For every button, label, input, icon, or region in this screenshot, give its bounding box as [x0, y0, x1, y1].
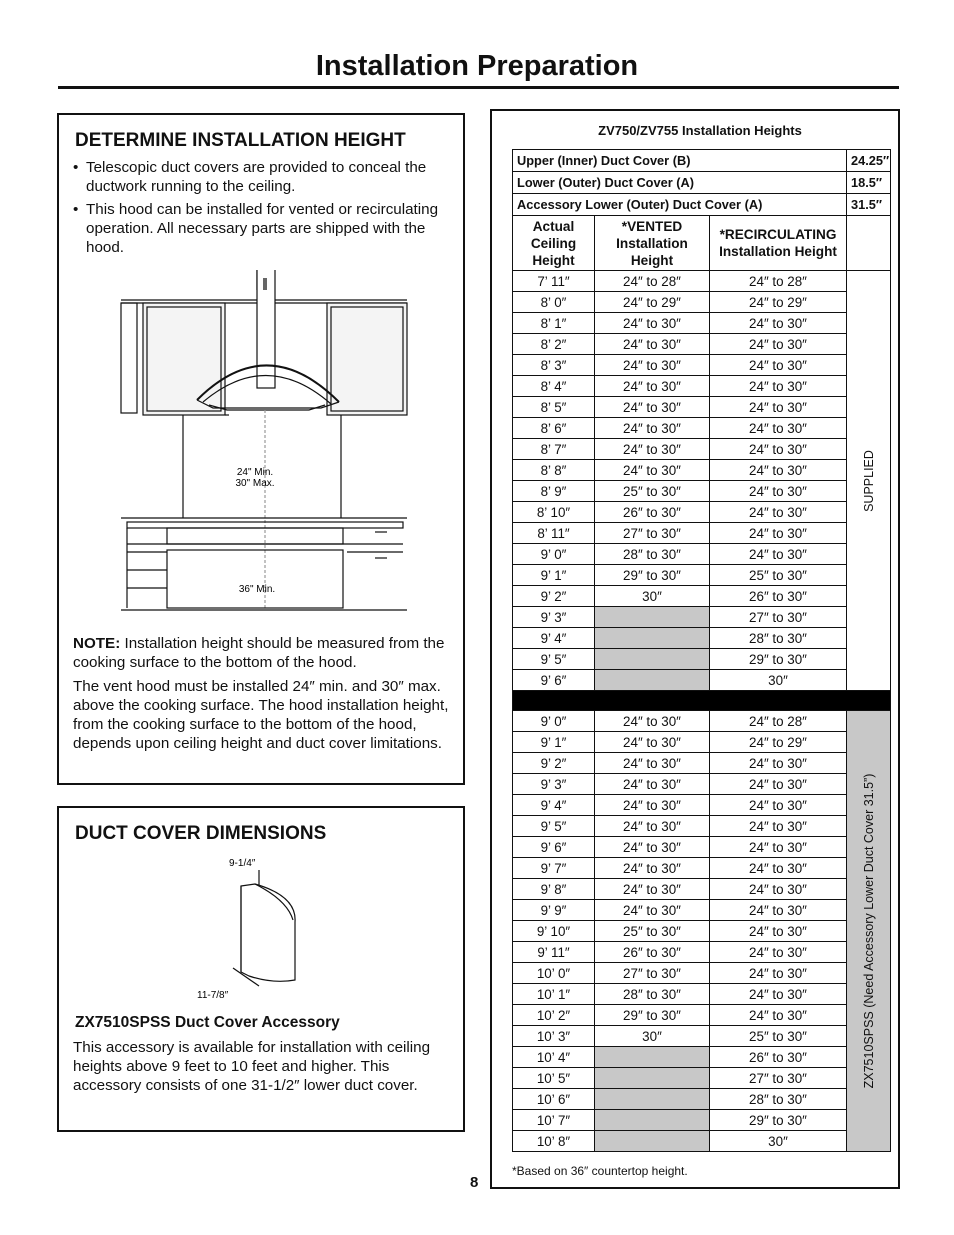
height-paragraph: The vent hood must be installed 24″ min. and 30″ max. above the cooking surface. The hood installation height, from the cooking surface to the bottom of the hood, depends upon ceiling height and duct cover limitations.	[73, 678, 449, 752]
table-row	[513, 439, 891, 460]
recirculating-height-cell: 25″ to 30″	[710, 565, 847, 586]
recirculating-height-cell: 24″ to 30″	[710, 753, 847, 774]
recirculating-height-cell: 24″ to 30″	[710, 418, 847, 439]
spec-row	[513, 194, 891, 216]
table-row	[513, 376, 891, 397]
vented-height-cell: 24″ to 30″	[595, 376, 710, 397]
vented-height-cell: 24″ to 30″	[595, 879, 710, 900]
table-row	[513, 984, 891, 1005]
vented-height-cell: 25″ to 30″	[595, 921, 710, 942]
spec-value: 24.25″	[847, 150, 891, 172]
ceiling-height-cell: 10’ 6″	[513, 1089, 595, 1110]
table-footnote: *Based on 36″ countertop height.	[512, 1164, 688, 1178]
page-number: 8	[470, 1174, 479, 1191]
vented-height-cell: 25″ to 30″	[595, 481, 710, 502]
ceiling-height-cell: 9’ 10″	[513, 921, 595, 942]
table-row	[513, 774, 891, 795]
spec-label: Lower (Outer) Duct Cover (A)	[513, 172, 847, 194]
table-row	[513, 649, 891, 670]
ceiling-height-cell: 9’ 2″	[513, 586, 595, 607]
vented-height-cell: 26″ to 30″	[595, 942, 710, 963]
recirculating-height-cell: 24″ to 30″	[710, 544, 847, 565]
recirculating-height-cell: 28″ to 30″	[710, 1089, 847, 1110]
recirculating-height-cell: 24″ to 29″	[710, 732, 847, 753]
table-row	[513, 544, 891, 565]
table-row	[513, 1089, 891, 1110]
table-row	[513, 313, 891, 334]
note-text: Installation height should be measured from the cooking surface to the bottom of the hood.	[73, 635, 445, 671]
bullet-item: • Telescopic duct covers are provided to conceal the ductwork running to the ceiling.	[73, 158, 453, 196]
bullet-item: • This hood can be installed for vented or recirculating operation. All necessary parts are shipped with the hood.	[73, 200, 453, 257]
column-header: Actual Ceiling Height	[513, 216, 595, 271]
vented-height-cell: 27″ to 30″	[595, 523, 710, 544]
recirculating-height-cell: 24″ to 30″	[710, 523, 847, 544]
vented-height-cell	[595, 1089, 710, 1110]
spec-label: Upper (Inner) Duct Cover (B)	[513, 150, 847, 172]
recirculating-height-cell: 24″ to 30″	[710, 502, 847, 523]
recirculating-height-cell: 30″	[710, 1131, 847, 1152]
ceiling-height-cell: 9’ 1″	[513, 732, 595, 753]
ceiling-height-cell: 8’ 2″	[513, 334, 595, 355]
ceiling-height-cell: 9’ 0″	[513, 711, 595, 732]
ceiling-height-cell: 9’ 4″	[513, 628, 595, 649]
section-title: DUCT COVER DIMENSIONS	[75, 823, 327, 844]
spec-value: 31.5″	[847, 194, 891, 216]
table-row	[513, 816, 891, 837]
ceiling-height-cell: 9’ 4″	[513, 795, 595, 816]
ceiling-height-cell: 9’ 11″	[513, 942, 595, 963]
recirculating-height-cell: 24″ to 30″	[710, 460, 847, 481]
table-row	[513, 565, 891, 586]
side-label-text: ZX7510SPSS (Need Accessory Lower Duct Cover 31.5”)	[861, 773, 876, 1089]
table-row	[513, 879, 891, 900]
table-row	[513, 900, 891, 921]
vented-height-cell: 28″ to 30″	[595, 544, 710, 565]
recirculating-height-cell: 27″ to 30″	[710, 1068, 847, 1089]
ceiling-height-cell: 8’ 5″	[513, 397, 595, 418]
duct-width-label: 9-1/4″	[229, 858, 256, 869]
vented-height-cell: 27″ to 30″	[595, 963, 710, 984]
note-label: NOTE:	[73, 635, 121, 652]
table-row	[513, 1110, 891, 1131]
vented-height-cell: 24″ to 30″	[595, 732, 710, 753]
ceiling-height-cell: 10’ 7″	[513, 1110, 595, 1131]
vented-height-cell: 29″ to 30″	[595, 565, 710, 586]
ceiling-height-cell: 10’ 2″	[513, 1005, 595, 1026]
table-row	[513, 837, 891, 858]
bullet-list	[73, 158, 453, 261]
supplied-side-label	[847, 271, 891, 691]
ceiling-height-cell: 8’ 4″	[513, 376, 595, 397]
ceiling-height-cell: 8’ 6″	[513, 418, 595, 439]
ceiling-height-cell: 9’ 3″	[513, 607, 595, 628]
table-row	[513, 753, 891, 774]
vented-height-cell: 29″ to 30″	[595, 1005, 710, 1026]
recirculating-height-cell: 29″ to 30″	[710, 1110, 847, 1131]
vented-height-cell: 24″ to 30″	[595, 460, 710, 481]
recirculating-height-cell: 24″ to 30″	[710, 355, 847, 376]
table-row	[513, 711, 891, 732]
ceiling-height-cell: 9’ 2″	[513, 753, 595, 774]
recirculating-height-cell: 24″ to 30″	[710, 816, 847, 837]
ceiling-height-cell: 8’ 10″	[513, 502, 595, 523]
recirculating-height-cell: 24″ to 30″	[710, 963, 847, 984]
vented-height-cell: 24″ to 30″	[595, 795, 710, 816]
installation-height-section	[57, 113, 465, 785]
duct-cover-section	[57, 806, 465, 1132]
table-row	[513, 1026, 891, 1047]
vented-height-cell	[595, 1068, 710, 1089]
table-row	[513, 858, 891, 879]
recirculating-height-cell: 27″ to 30″	[710, 607, 847, 628]
column-header-row	[513, 216, 891, 271]
table-row	[513, 271, 891, 292]
vented-height-cell	[595, 649, 710, 670]
table-row	[513, 921, 891, 942]
vented-height-cell: 24″ to 30″	[595, 711, 710, 732]
table-row	[513, 732, 891, 753]
recirculating-height-cell: 25″ to 30″	[710, 1026, 847, 1047]
ceiling-height-cell: 9’ 5″	[513, 816, 595, 837]
accessory-title: ZX7510SPSS Duct Cover Accessory	[75, 1014, 340, 1031]
table-row	[513, 397, 891, 418]
ceiling-height-cell: 8’ 8″	[513, 460, 595, 481]
accessory-paragraph: This accessory is available for installation with ceiling heights above 9 feet to 10 feet and higher. This accessory consists of one 31-1/2″ lower duct cover.	[73, 1039, 431, 1094]
ceiling-height-cell: 10’ 1″	[513, 984, 595, 1005]
duct-depth-label: 11-7/8″	[197, 990, 229, 1001]
table-row	[513, 460, 891, 481]
table-row	[513, 418, 891, 439]
table-row	[513, 628, 891, 649]
vented-height-cell	[595, 607, 710, 628]
installation-heights-section	[490, 109, 900, 1189]
ceiling-height-cell: 8’ 3″	[513, 355, 595, 376]
ceiling-height-cell: 8’ 11″	[513, 523, 595, 544]
vented-height-cell: 24″ to 30″	[595, 313, 710, 334]
recirculating-height-cell: 24″ to 28″	[710, 271, 847, 292]
ceiling-height-cell: 8’ 0″	[513, 292, 595, 313]
ceiling-height-cell: 9’ 3″	[513, 774, 595, 795]
vented-height-cell: 24″ to 30″	[595, 858, 710, 879]
recirculating-height-cell: 29″ to 30″	[710, 649, 847, 670]
ceiling-height-cell: 9’ 0″	[513, 544, 595, 565]
section-divider	[513, 691, 891, 711]
table-row	[513, 502, 891, 523]
spec-value: 18.5″	[847, 172, 891, 194]
recirculating-height-cell: 24″ to 30″	[710, 984, 847, 1005]
recirculating-height-cell: 24″ to 30″	[710, 334, 847, 355]
table-row	[513, 963, 891, 984]
recirculating-height-cell: 24″ to 30″	[710, 858, 847, 879]
side-label-text: SUPPLIED	[861, 449, 876, 512]
counter-height-label: 36" Min.	[238, 584, 276, 595]
ceiling-height-cell: 8’ 1″	[513, 313, 595, 334]
table-row	[513, 586, 891, 607]
table-row	[513, 1005, 891, 1026]
ceiling-height-cell: 8’ 7″	[513, 439, 595, 460]
vented-height-cell: 24″ to 30″	[595, 837, 710, 858]
recirculating-height-cell: 24″ to 30″	[710, 900, 847, 921]
ceiling-height-cell: 9’ 5″	[513, 649, 595, 670]
table-row	[513, 795, 891, 816]
recirculating-height-cell: 24″ to 30″	[710, 481, 847, 502]
vented-height-cell	[595, 628, 710, 649]
vented-height-cell	[595, 1110, 710, 1131]
vented-height-cell: 24″ to 30″	[595, 397, 710, 418]
note-paragraph	[73, 634, 457, 672]
table-row	[513, 607, 891, 628]
recirculating-height-cell: 24″ to 30″	[710, 376, 847, 397]
min-height-label: 24" Min.	[236, 467, 274, 478]
accessory-rows	[513, 711, 891, 1152]
spec-label: Accessory Lower (Outer) Duct Cover (A)	[513, 194, 847, 216]
table-row	[513, 1047, 891, 1068]
table-row	[513, 292, 891, 313]
vented-height-cell: 26″ to 30″	[595, 502, 710, 523]
vented-height-cell	[595, 670, 710, 691]
max-height-label: 30" Max.	[235, 478, 275, 489]
spec-row	[513, 172, 891, 194]
title-rule	[58, 86, 899, 89]
vented-height-cell: 24″ to 30″	[595, 418, 710, 439]
recirculating-height-cell: 24″ to 30″	[710, 921, 847, 942]
hood-installation-diagram	[117, 270, 409, 625]
ceiling-height-cell: 7’ 11″	[513, 271, 595, 292]
ceiling-height-cell: 9’ 1″	[513, 565, 595, 586]
recirculating-height-cell: 24″ to 29″	[710, 292, 847, 313]
installation-heights-table	[512, 149, 891, 1152]
vented-height-cell: 24″ to 30″	[595, 753, 710, 774]
column-header-blank	[847, 216, 891, 271]
table-row	[513, 1131, 891, 1152]
ceiling-height-cell: 9’ 6″	[513, 670, 595, 691]
recirculating-height-cell: 28″ to 30″	[710, 628, 847, 649]
ceiling-height-cell: 10’ 8″	[513, 1131, 595, 1152]
recirculating-height-cell: 24″ to 30″	[710, 313, 847, 334]
vented-height-cell: 24″ to 30″	[595, 816, 710, 837]
recirculating-height-cell: 24″ to 30″	[710, 879, 847, 900]
ceiling-height-cell: 9’ 7″	[513, 858, 595, 879]
supplied-rows	[513, 271, 891, 691]
page-title: Installation Preparation	[315, 50, 639, 82]
vented-height-cell: 24″ to 30″	[595, 334, 710, 355]
vented-height-cell: 24″ to 30″	[595, 900, 710, 921]
ceiling-height-cell: 9’ 9″	[513, 900, 595, 921]
ceiling-height-cell: 10’ 0″	[513, 963, 595, 984]
recirculating-height-cell: 26″ to 30″	[710, 586, 847, 607]
ceiling-height-cell: 10’ 5″	[513, 1068, 595, 1089]
vented-height-cell	[595, 1047, 710, 1068]
recirculating-height-cell: 24″ to 30″	[710, 774, 847, 795]
vented-height-cell: 30″	[595, 586, 710, 607]
vented-height-cell: 24″ to 30″	[595, 774, 710, 795]
vented-height-cell: 24″ to 28″	[595, 271, 710, 292]
vented-height-cell: 28″ to 30″	[595, 984, 710, 1005]
recirculating-height-cell: 24″ to 30″	[710, 397, 847, 418]
recirculating-height-cell: 30″	[710, 670, 847, 691]
ceiling-height-cell: 9’ 6″	[513, 837, 595, 858]
duct-cover-diagram	[193, 852, 323, 1007]
vented-height-cell: 24″ to 30″	[595, 439, 710, 460]
table-row	[513, 523, 891, 544]
recirculating-height-cell: 24″ to 30″	[710, 1005, 847, 1026]
column-header: *RECIRCULATING Installation Height	[710, 216, 847, 271]
recirculating-height-cell: 24″ to 30″	[710, 837, 847, 858]
table-row	[513, 355, 891, 376]
recirculating-height-cell: 24″ to 30″	[710, 942, 847, 963]
table-row	[513, 334, 891, 355]
accessory-side-label	[847, 711, 891, 1152]
table-caption: ZV750/ZV755 Installation Heights	[598, 123, 802, 138]
vented-height-cell	[595, 1131, 710, 1152]
ceiling-height-cell: 10’ 4″	[513, 1047, 595, 1068]
column-header: *VENTED Installation Height	[595, 216, 710, 271]
recirculating-height-cell: 24″ to 30″	[710, 795, 847, 816]
table-row	[513, 481, 891, 502]
table-row	[513, 1068, 891, 1089]
vented-height-cell: 24″ to 30″	[595, 355, 710, 376]
ceiling-height-cell: 9’ 8″	[513, 879, 595, 900]
table-row	[513, 942, 891, 963]
recirculating-height-cell: 24″ to 30″	[710, 439, 847, 460]
ceiling-height-cell: 10’ 3″	[513, 1026, 595, 1047]
ceiling-height-cell: 8’ 9″	[513, 481, 595, 502]
vented-height-cell: 24″ to 29″	[595, 292, 710, 313]
table-row	[513, 670, 891, 691]
spec-row	[513, 150, 891, 172]
vented-height-cell: 30″	[595, 1026, 710, 1047]
section-title: DETERMINE INSTALLATION HEIGHT	[75, 130, 406, 151]
recirculating-height-cell: 24″ to 28″	[710, 711, 847, 732]
recirculating-height-cell: 26″ to 30″	[710, 1047, 847, 1068]
